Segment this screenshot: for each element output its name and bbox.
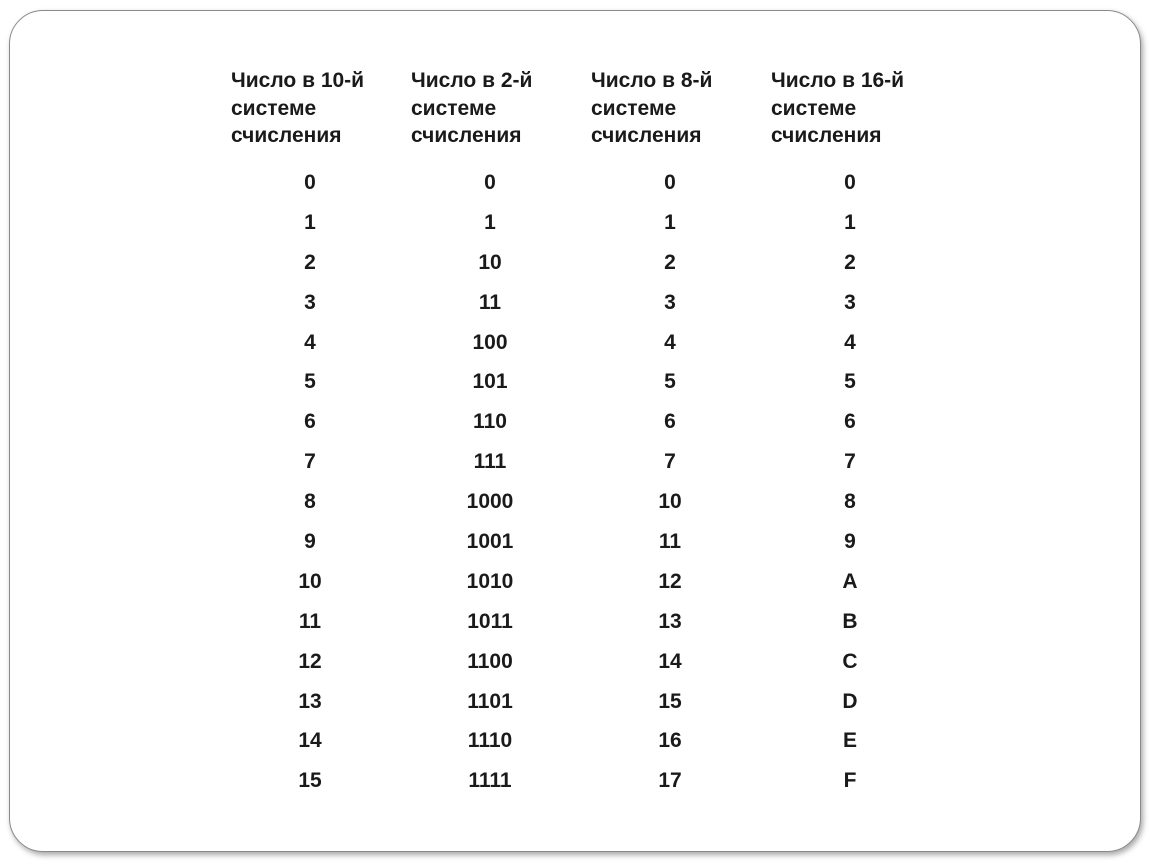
table-body <box>231 163 951 801</box>
header-decimal: Число в 10-й системе счисления <box>231 69 365 147</box>
octal-cell: 5 <box>664 370 676 394</box>
hexadecimal-cell: 6 <box>844 410 856 434</box>
table-row <box>231 203 951 243</box>
table-row <box>231 283 951 323</box>
decimal-cell: 1 <box>304 210 316 234</box>
binary-cell: 1101 <box>467 689 513 713</box>
binary-cell: 1000 <box>466 490 514 514</box>
octal-cell: 11 <box>658 529 682 553</box>
table-header-row <box>231 67 951 163</box>
hexadecimal-cell: 9 <box>844 529 856 553</box>
octal-cell: 7 <box>664 450 676 474</box>
decimal-cell: 14 <box>298 729 322 753</box>
hexadecimal-cell: 3 <box>844 290 856 314</box>
hexadecimal-cell: B <box>842 609 858 633</box>
decimal-cell: 3 <box>304 290 316 314</box>
octal-cell: 2 <box>664 250 676 274</box>
binary-cell: 101 <box>472 370 508 394</box>
binary-cell: 10 <box>478 250 502 274</box>
binary-cell: 100 <box>472 330 508 354</box>
decimal-cell: 6 <box>304 410 316 434</box>
octal-cell: 15 <box>658 689 682 713</box>
binary-cell: 11 <box>478 290 502 314</box>
hexadecimal-cell: 1 <box>844 210 856 234</box>
binary-cell: 1100 <box>467 649 513 673</box>
table-row <box>231 761 951 801</box>
decimal-cell: 4 <box>304 330 316 354</box>
octal-cell: 4 <box>664 330 676 354</box>
table-row <box>231 522 951 562</box>
hexadecimal-cell: D <box>842 689 858 713</box>
hexadecimal-cell: 8 <box>844 490 856 514</box>
hexadecimal-cell: F <box>843 769 857 793</box>
octal-cell: 13 <box>658 609 682 633</box>
table-row <box>231 562 951 602</box>
octal-cell: 1 <box>664 210 676 234</box>
octal-cell: 0 <box>664 170 676 194</box>
octal-cell: 14 <box>658 649 682 673</box>
octal-cell: 17 <box>658 769 682 793</box>
binary-cell: 1110 <box>467 729 513 753</box>
table-row <box>231 482 951 522</box>
octal-cell: 6 <box>664 410 676 434</box>
hexadecimal-cell: 7 <box>844 450 856 474</box>
number-systems-table <box>231 67 951 801</box>
table-row <box>231 243 951 283</box>
octal-cell: 10 <box>658 490 682 514</box>
binary-cell: 1011 <box>467 609 513 633</box>
decimal-cell: 7 <box>304 450 316 474</box>
decimal-cell: 12 <box>298 649 322 673</box>
table-row <box>231 323 951 363</box>
hexadecimal-cell: 2 <box>844 250 856 274</box>
binary-cell: 0 <box>484 170 496 194</box>
decimal-cell: 0 <box>304 170 316 194</box>
header-hexadecimal: Число в 16-й системе счисления <box>771 69 905 147</box>
table-row <box>231 682 951 722</box>
decimal-cell: 10 <box>298 569 322 593</box>
decimal-cell: 8 <box>304 490 316 514</box>
binary-cell: 110 <box>473 410 507 434</box>
table-row <box>231 442 951 482</box>
hexadecimal-cell: C <box>842 649 858 673</box>
decimal-cell: 2 <box>304 250 316 274</box>
hexadecimal-cell: 0 <box>844 170 856 194</box>
binary-cell: 1 <box>484 210 496 234</box>
octal-cell: 3 <box>664 290 676 314</box>
binary-cell: 1111 <box>468 769 512 793</box>
decimal-cell: 5 <box>304 370 316 394</box>
slide-frame <box>9 10 1141 852</box>
decimal-cell: 13 <box>298 689 322 713</box>
table-row <box>231 721 951 761</box>
hexadecimal-cell: 4 <box>844 330 856 354</box>
header-binary: Число в 2-й системе счисления <box>411 69 533 147</box>
hexadecimal-cell: E <box>842 729 857 753</box>
decimal-cell: 15 <box>298 769 322 793</box>
hexadecimal-cell: 5 <box>844 370 856 394</box>
table-row <box>231 402 951 442</box>
decimal-cell: 11 <box>298 609 322 633</box>
binary-cell: 111 <box>473 450 507 474</box>
table-row <box>231 362 951 402</box>
octal-cell: 12 <box>658 569 682 593</box>
table-row <box>231 163 951 203</box>
binary-cell: 1010 <box>466 569 514 593</box>
table-row <box>231 642 951 682</box>
decimal-cell: 9 <box>304 529 316 553</box>
octal-cell: 16 <box>658 729 682 753</box>
header-octal: Число в 8-й системе счисления <box>591 69 713 147</box>
hexadecimal-cell: A <box>842 569 858 593</box>
table-row <box>231 602 951 642</box>
binary-cell: 1001 <box>466 529 514 553</box>
